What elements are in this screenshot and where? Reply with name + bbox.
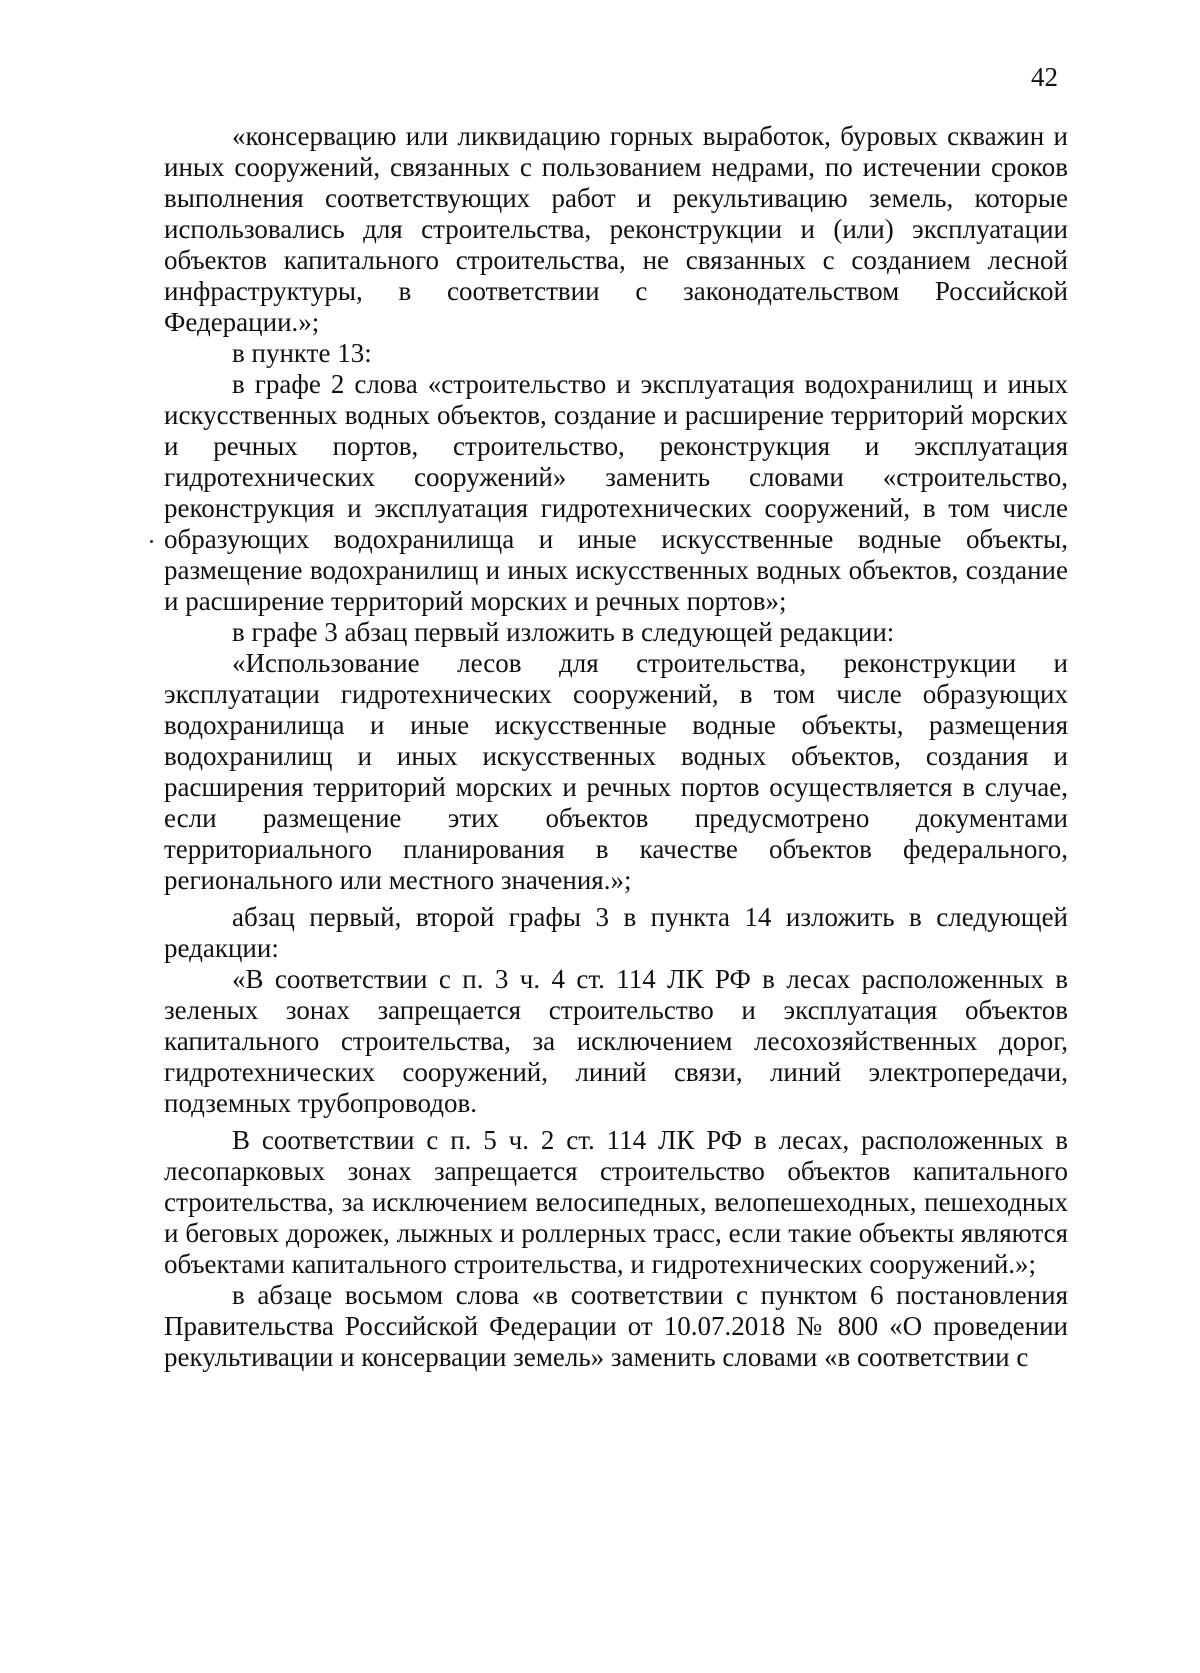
paragraph-conservation: «консервацию или ликвидацию горных выработок, буровых скважин и иных сооружений, связанных с пользованием недрами, по истечении сроков выполнения соответствующих работ и рекультивацию земель, которые использовались для строительства, реконструкции и (или) эксплуатации объектов капитального строительства, не связанных с созданием лесной инфраструктуры, в соответствии с законодательством Российской Федерации.»; [164, 121, 1068, 337]
paragraph-green-zones-quote: «В соответствии с п. 3 ч. 4 ст. 114 ЛК РФ в лесах расположенных в зеленых зонах запрещается строительство и эксплуатация объектов капитального строительства, за исключением лесохозяйственных дорог, гидротехнических сооружений, линий связи, линий электропередачи, подземных трубопроводов. [164, 964, 1068, 1118]
paragraph-item-14-intro: абзац первый, второй графы 3 в пункта 14 изложить в следующей редакции: [164, 902, 1068, 963]
paragraph-forest-use-quote: «Использование лесов для строительства, реконструкции и эксплуатации гидротехнических сооружений, в том числе образующих водохранилища и иные искусственные водные объекты, размещения водохранилищ и иных искусственных водных объектов, создания и расширения территорий морских и речных портов осуществляется в случае, если размещение этих объектов предусмотрено документами территориального планирования в качестве объектов федерального, регионального или местного значения.»; [164, 648, 1068, 895]
scan-mark [150, 540, 153, 543]
document-body [164, 121, 1068, 1373]
paragraph-forest-park-zones: В соответствии с п. 5 ч. 2 ст. 114 ЛК РФ в лесах, расположенных в лесопарковых зонах запрещается строительство объектов капитального строительства, за исключением велосипедных, велопешеходных, пешеходных и беговых дорожек, лыжных и роллерных трасс, если такие объекты являются объектами капитального строительства, и гидротехнических сооружений.»; [164, 1125, 1068, 1279]
page-number: 42 [1031, 62, 1058, 92]
paragraph-column-3-intro: в графе 3 абзац первый изложить в следующей редакции: [232, 617, 895, 647]
paragraph-column-2-replacement: в графе 2 слова «строительство и эксплуатация водохранилищ и иных искусственных водных объектов, создание и расширение территорий морских и речных портов, строительство, реконструкция и эксплуатация гидротехнических сооружений» заменить словами «строительство, реконструкция и эксплуатация гидротехнических сооружений, в том числе образующих водохранилища и иные искусственные водные объекты, размещение водохранилищ и иных искусственных водных объектов, создание и расширение территорий морских и речных портов»; [164, 369, 1068, 616]
paragraph-item-13: в пункте 13: [232, 338, 372, 368]
paragraph-eighth-paragraph-replacement: в абзаце восьмом слова «в соответствии с пунктом 6 постановления Правительства Российской Федерации от 10.07.2018 № 800 «О проведении рекультивации и консервации земель» заменить словами «в соответствии с [164, 1280, 1068, 1372]
